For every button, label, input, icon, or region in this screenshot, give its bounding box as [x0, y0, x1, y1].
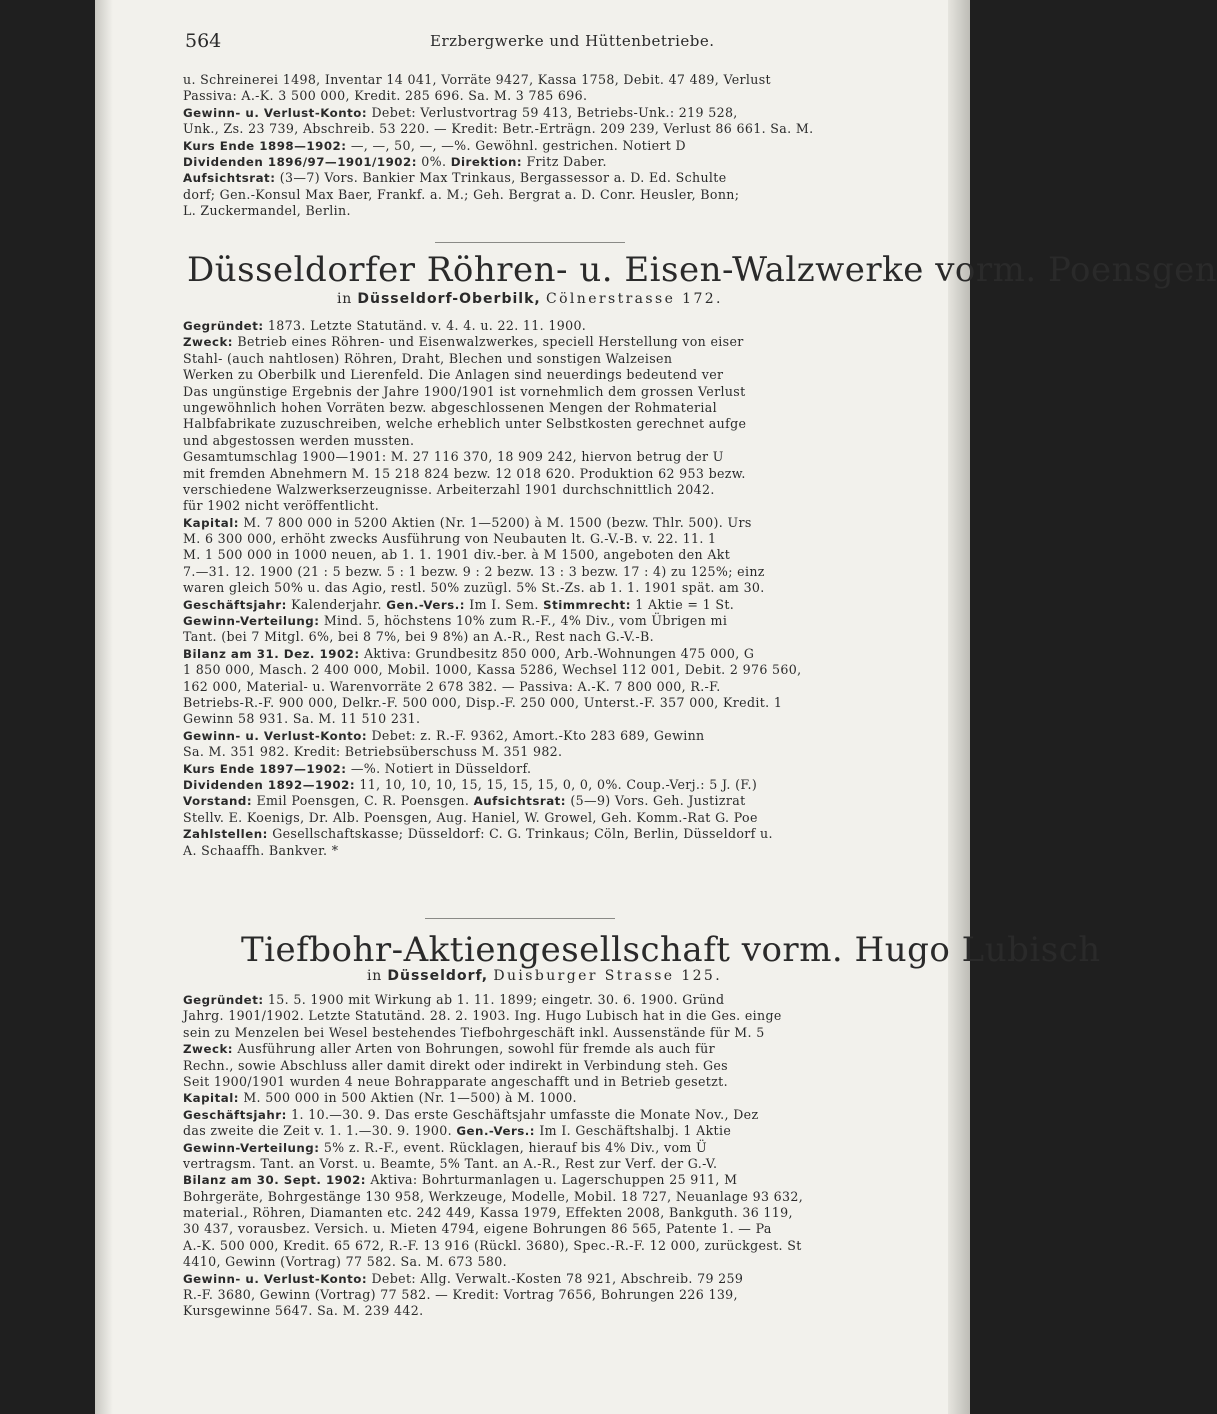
company-location-2	[367, 968, 722, 984]
page-gutter	[95, 0, 113, 1414]
location-prefix: in	[367, 968, 383, 984]
entry-text: Debet: Verlustvortrag 59 413, Betriebs-Unk.: 219 528,	[371, 104, 738, 120]
entry-label: Geschäftsjahr:	[183, 1107, 287, 1122]
text-line	[183, 1140, 952, 1156]
entry-text: Das ungünstige Ergebnis der Jahre 1900/1901 ist vornehmlich dem grossen Verlust	[183, 383, 746, 399]
entry-text: Sa. M. 351 982. Kredit: Betriebsüberschuss M. 351 982.	[183, 744, 563, 760]
location-address: Cölnerstrasse 172.	[545, 291, 723, 307]
entry-text: 1873. Letzte Statutänd. v. 4. 4. u. 22. 11. 1900.	[267, 318, 587, 333]
entry-text: Tant. (bei 7 Mitgl. 6%, bei 8 7%, bei 9 8%) an A.-R., Rest nach G.-V.-B.	[183, 629, 654, 645]
company-location-1	[337, 291, 723, 307]
text-line	[183, 367, 952, 383]
entry-text: Betriebs-R.-F. 900 000, Delkr.-F. 500 000, Disp.-F. 250 000, Unterst.-F. 357 000, Kredit. 1	[183, 694, 783, 710]
text-line	[183, 744, 952, 760]
entry-label: Vorstand:	[183, 794, 253, 809]
location-address: Duisburger Strasse 125.	[493, 968, 723, 984]
location-city: Düsseldorf-Oberbilk,	[357, 291, 541, 307]
entry-text: u. Schreinerei 1498, Inventar 14 041, Vorräte 9427, Kassa 1758, Debit. 47 489, Verlust	[183, 72, 771, 87]
text-line	[183, 580, 952, 596]
text-line	[183, 1008, 952, 1024]
entry-label: Gewinn- u. Verlust-Konto:	[183, 1271, 368, 1286]
company-1-entries	[183, 318, 952, 859]
entry-label: Stimmrecht:	[543, 597, 631, 612]
entry-text: —, —, 50, —, —%. Gewöhnl. gestrichen. Notiert D	[350, 137, 686, 153]
entry-text: M. 1 500 000 in 1000 neuen, ab 1. 1. 1901 div.-ber. à M 1500, angeboten den Akt	[183, 547, 731, 563]
text-line	[183, 351, 952, 367]
entry-text: 30 437, vorausbez. Versich. u. Mieten 4794, eigene Bohrungen 86 565, Patente 1. — Pa	[183, 1221, 772, 1237]
entry-label: Zweck:	[183, 335, 234, 350]
entry-text: M. 6 300 000, erhöht zwecks Ausführung von Neubauten lt. G.-V.-B. v. 22. 11. 1	[183, 531, 717, 547]
entry-text: Ausführung aller Arten von Bohrungen, sowohl für fremde als auch für	[237, 1041, 715, 1057]
entry-label: Gegründet:	[183, 993, 264, 1007]
text-line	[183, 138, 952, 154]
location-prefix: in	[337, 291, 353, 307]
entry-text: Gesamtumschlag 1900—1901: M. 27 116 370, 18 909 242, hiervon betrug der U	[183, 449, 724, 465]
entry-text: Passiva: A.-K. 3 500 000, Kredit. 285 696. Sa. M. 3 785 696.	[183, 88, 588, 104]
book-page	[95, 0, 1217, 1414]
text-line	[183, 1156, 952, 1172]
entry-text: verschiedene Walzwerkserzeugnisse. Arbeiterzahl 1901 durchschnittlich 2042.	[183, 481, 715, 497]
entry-text: Kalenderjahr.	[291, 596, 382, 612]
running-title: Erzbergwerke und Hüttenbetriebe.	[430, 32, 715, 50]
text-line	[183, 810, 952, 826]
text-line	[183, 646, 952, 662]
text-line	[183, 498, 952, 514]
text-line	[183, 482, 952, 498]
entry-text: sein zu Menzelen bei Wesel bestehendes Tiefbohrgeschäft inkl. Aussenstände für M. 5	[183, 1024, 765, 1040]
entry-text: das zweite die Zeit v. 1. 1.—30. 9. 1900.	[183, 1123, 452, 1139]
text-line	[183, 1041, 952, 1057]
entry-label: Kapital:	[183, 1091, 239, 1106]
entry-text: Aktiva: Grundbesitz 850 000, Arb.-Wohnungen 475 000, G	[363, 645, 755, 661]
text-line	[183, 826, 952, 842]
entry-label: Gewinn-Verteilung:	[183, 1140, 320, 1155]
entry-label: Bilanz am 31. Dez. 1902:	[183, 646, 360, 661]
text-line	[183, 711, 952, 727]
entry-text: Rechn., sowie Abschluss aller damit direkt oder indirekt in Verbindung steh. Ges	[183, 1057, 728, 1073]
text-line	[183, 564, 952, 580]
entry-text: Werken zu Oberbilk und Lierenfeld. Die Anlagen sind neuerdings bedeutend ver	[183, 367, 724, 383]
entry-text: —%. Notiert in Düsseldorf.	[350, 760, 532, 776]
entry-text: 1. 10.—30. 9. Das erste Geschäftsjahr umfasste die Monate Nov., Dez	[291, 1106, 759, 1122]
entry-text: Halbfabrikate zuzuschreiben, welche erheblich unter Selbstkosten gerechnet aufge	[183, 416, 747, 432]
text-line	[183, 695, 952, 711]
text-line	[183, 1287, 952, 1303]
company-title-2: Tiefbohr-Aktiengesellschaft vorm. Hugo Lubisch	[241, 930, 1101, 970]
text-line	[183, 170, 952, 186]
entry-label: Gewinn- u. Verlust-Konto:	[183, 728, 368, 743]
entry-text: Jahrg. 1901/1902. Letzte Statutänd. 28. 2. 1903. Ing. Hugo Lubisch hat in die Ges. einge	[183, 1008, 782, 1024]
text-line	[183, 1205, 952, 1221]
entry-label: Kurs Ende 1897—1902:	[183, 761, 347, 776]
text-line	[183, 416, 952, 432]
page-number: 564	[185, 30, 222, 52]
text-line	[183, 1189, 952, 1205]
text-line	[183, 72, 952, 88]
entry-text: R.-F. 3680, Gewinn (Vortrag) 77 582. — Kredit: Vortrag 7656, Bohrungen 226 139,	[183, 1287, 738, 1303]
entry-label: Gewinn- u. Verlust-Konto:	[183, 105, 368, 120]
text-line	[183, 515, 952, 531]
text-line	[183, 613, 952, 629]
entry-text: 4410, Gewinn (Vortrag) 77 582. Sa. M. 673 580.	[183, 1254, 507, 1270]
text-line	[183, 1303, 952, 1319]
entry-text: 1 850 000, Masch. 2 400 000, Mobil. 1000, Kassa 5286, Wechsel 112 001, Debit. 2 976 560,	[183, 662, 802, 678]
entry-label: Gen.-Vers.:	[456, 1124, 535, 1139]
section-divider	[435, 242, 625, 243]
entry-label: Dividenden 1896/97—1901/1902:	[183, 154, 417, 169]
text-line	[183, 1090, 952, 1106]
entry-text: und abgestossen werden mussten.	[183, 432, 415, 448]
entry-label: Kapital:	[183, 515, 239, 530]
entry-text: Gesellschaftskasse; Düsseldorf: C. G. Trinkaus; Cöln, Berlin, Düsseldorf u.	[272, 826, 773, 842]
location-city: Düsseldorf,	[387, 968, 489, 984]
company-title-1: Düsseldorfer Röhren- u. Eisen-Walzwerke vorm. Poensgen	[187, 250, 1217, 290]
entry-text: Im I. Sem.	[469, 596, 539, 612]
text-line	[183, 777, 952, 793]
text-line	[183, 1172, 952, 1188]
entry-text: Gewinn 58 931. Sa. M. 11 510 231.	[183, 711, 421, 727]
text-line	[183, 629, 952, 645]
entry-text: (3—7) Vors. Bankier Max Trinkaus, Bergassessor a. D. Ed. Schulte	[279, 170, 727, 186]
entry-text: Unk., Zs. 23 739, Abschreib. 53 220. — Kredit: Betr.-Erträgn. 209 239, Verlust 86 661. Sa. M.	[183, 121, 814, 137]
text-line	[183, 449, 952, 465]
entry-text: Seit 1900/1901 wurden 4 neue Bohrapparate angeschafft und in Betrieb gesetzt.	[183, 1073, 728, 1089]
entry-text: Aktiva: Bohrturmanlagen u. Lagerschuppen 25 911, M	[370, 1172, 738, 1188]
entry-text: ungewöhnlich hohen Vorräten bezw. abgeschlossenen Mengen der Rohmaterial	[183, 399, 717, 415]
text-line	[183, 1074, 952, 1090]
text-line	[183, 1107, 952, 1123]
entry-label: Gegründet:	[183, 319, 264, 333]
entry-text: Im I. Geschäftshalbj. 1 Aktie	[539, 1123, 732, 1139]
entry-text: 15. 5. 1900 mit Wirkung ab 1. 11. 1899; eingetr. 30. 6. 1900. Gründ	[267, 992, 725, 1007]
entry-text: 0%.	[421, 153, 447, 169]
entry-label: Aufsichtsrat:	[473, 794, 567, 809]
company-2-entries	[183, 992, 952, 1320]
text-line	[183, 318, 952, 334]
entry-text: Emil Poensgen, C. R. Poensgen.	[256, 793, 470, 809]
entry-text: L. Zuckermandel, Berlin.	[183, 203, 351, 219]
entry-label: Aufsichtsrat:	[183, 171, 276, 186]
text-line	[183, 1238, 952, 1254]
entry-label: Direktion:	[450, 154, 523, 169]
entry-label: Zweck:	[183, 1042, 234, 1057]
entry-text: 11, 10, 10, 10, 15, 15, 15, 15, 0, 0, 0%. Coup.-Verj.: 5 J. (F.)	[359, 776, 758, 792]
entry-text: A.-K. 500 000, Kredit. 65 672, R.-F. 13 916 (Rückl. 3680), Spec.-R.-F. 12 000, zurückgest. St	[183, 1237, 802, 1253]
text-line	[183, 679, 952, 695]
text-line	[183, 1025, 952, 1041]
text-line	[183, 843, 952, 859]
entry-text: für 1902 nicht veröffentlicht.	[183, 498, 380, 514]
entry-label: Dividenden 1892—1902:	[183, 777, 356, 792]
entry-label: Zahlstellen:	[183, 827, 268, 842]
page-header	[185, 30, 910, 54]
entry-text: Debet: z. R.-F. 9362, Amort.-Kto 283 689, Gewinn	[371, 727, 705, 743]
text-line	[183, 154, 952, 170]
entry-text: 1 Aktie = 1 St.	[635, 596, 735, 612]
text-line	[183, 547, 952, 563]
entry-text: Debet: Allg. Verwalt.-Kosten 78 921, Abschreib. 79 259	[371, 1270, 744, 1286]
entry-label: Kurs Ende 1898—1902:	[183, 138, 347, 153]
text-line	[183, 105, 952, 121]
text-line	[183, 466, 952, 482]
entry-text: material., Röhren, Diamanten etc. 242 449, Kassa 1979, Effekten 2008, Bankguth. 36 119,	[183, 1205, 793, 1221]
text-line	[183, 334, 952, 350]
entry-text: M. 7 800 000 in 5200 Aktien (Nr. 1—5200) à M. 1500 (bezw. Thlr. 500). Urs	[243, 514, 752, 530]
entry-text: (5—9) Vors. Geh. Justizrat	[570, 793, 746, 809]
entry-text: Bohrgeräte, Bohrgestänge 130 958, Werkzeuge, Modelle, Mobil. 18 727, Neuanlage 93 632,	[183, 1188, 804, 1204]
entry-text: M. 500 000 in 500 Aktien (Nr. 1—500) à M. 1000.	[243, 1090, 577, 1106]
text-line	[183, 761, 952, 777]
text-line	[183, 203, 952, 219]
text-line	[183, 187, 952, 203]
entry-text: Stellv. E. Koenigs, Dr. Alb. Poensgen, Aug. Haniel, W. Growel, Geh. Komm.-Rat G. Poe	[183, 809, 758, 825]
entry-text: 162 000, Material- u. Warenvorräte 2 678 382. — Passiva: A.-K. 7 800 000, R.-F.	[183, 678, 721, 694]
text-line	[183, 121, 952, 137]
entry-text: 7.—31. 12. 1900 (21 : 5 bezw. 5 : 1 bezw. 9 : 2 bezw. 13 : 3 bezw. 17 : 4) zu 125%; einz	[183, 563, 765, 579]
section-divider	[425, 918, 615, 919]
text-line	[183, 400, 952, 416]
text-line	[183, 1221, 952, 1237]
text-line	[183, 433, 952, 449]
entry-label: Geschäftsjahr:	[183, 597, 287, 612]
entry-label: Gen.-Vers.:	[386, 597, 465, 612]
text-line	[183, 1058, 952, 1074]
entry-text: dorf; Gen.-Konsul Max Baer, Frankf. a. M.; Geh. Bergrat a. D. Conr. Heusler, Bonn;	[183, 186, 740, 202]
entry-text: 5% z. R.-F., event. Rücklagen, hierauf bis 4% Div., vom Ü	[323, 1139, 707, 1155]
text-line	[183, 1271, 952, 1287]
entry-text: Fritz Daber.	[526, 153, 607, 169]
text-line	[183, 384, 952, 400]
entry-label: Gewinn-Verteilung:	[183, 614, 320, 629]
text-line	[183, 597, 952, 613]
text-line	[183, 88, 952, 104]
text-line	[183, 793, 952, 809]
entry-text: Stahl- (auch nahtlosen) Röhren, Draht, Blechen und sonstigen Walzeisen	[183, 350, 673, 366]
text-line	[183, 992, 952, 1008]
top-section	[183, 72, 952, 220]
text-line	[183, 1123, 952, 1139]
text-line	[183, 1254, 952, 1270]
text-line	[183, 662, 952, 678]
text-line	[183, 531, 952, 547]
text-line	[183, 728, 952, 744]
entry-label: Bilanz am 30. Sept. 1902:	[183, 1173, 366, 1188]
entry-text: mit fremden Abnehmern M. 15 218 824 bezw. 12 018 620. Produktion 62 953 bezw.	[183, 465, 746, 481]
entry-text: A. Schaaffh. Bankver. *	[183, 842, 339, 858]
entry-text: Betrieb eines Röhren- und Eisenwalzwerkes, speciell Herstellung von eiser	[237, 334, 744, 350]
entry-text: Kursgewinne 5647. Sa. M. 239 442.	[183, 1303, 424, 1319]
entry-text: vertragsm. Tant. an Vorst. u. Beamte, 5% Tant. an A.-R., Rest zur Verf. der G.-V.	[183, 1155, 718, 1171]
entry-text: waren gleich 50% u. das Agio, restl. 50% zuzügl. 5% St.-Zs. ab 1. 1. 1901 spät. am 30.	[183, 580, 765, 596]
entry-text: Mind. 5, höchstens 10% zum R.-F., 4% Div., vom Übrigen mi	[323, 613, 728, 629]
